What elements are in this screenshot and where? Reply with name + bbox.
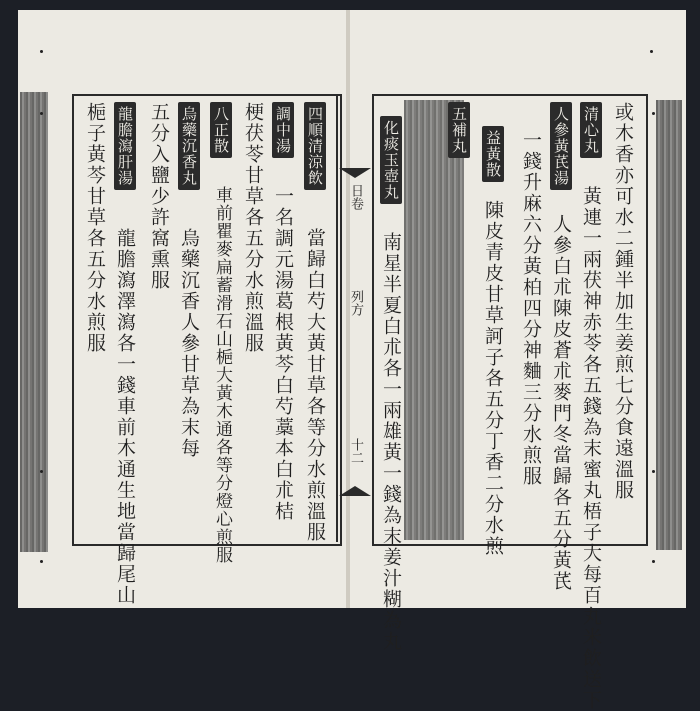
left-col-4: 車前瞿麥扁蓄滑石山梔大黃木通各等分燈心煎服 xyxy=(212,186,232,564)
right-col-5: 陳皮青皮甘草訶子各五分丁香二分水煎 xyxy=(482,200,504,557)
left-col-8: 梔子黃芩甘草各五分水煎服 xyxy=(84,102,106,354)
right-edge-stain xyxy=(656,100,682,550)
right-col-3-heading: 人參黃芪湯 xyxy=(550,102,572,190)
left-col-5-heading: 烏藥沉香丸 xyxy=(178,102,200,190)
right-frame xyxy=(372,94,648,546)
right-col-7-heading: 化痰玉壺丸 xyxy=(380,116,402,204)
left-col-7-heading: 龍膽瀉肝湯 xyxy=(114,102,136,190)
left-col-5: 烏藥沉香人參甘草為末每 xyxy=(178,228,200,459)
center-fishtail-top xyxy=(339,168,371,178)
binding-hole xyxy=(652,560,655,563)
right-col-7: 南星半夏白朮各一兩雄黃一錢為末姜汁糊為丸 xyxy=(380,232,402,652)
binding-hole xyxy=(40,50,43,53)
center-subtitle: 列方 xyxy=(348,290,363,316)
right-col-3: 人參白朮陳皮蒼朮麥門冬當歸各五分黃芪 xyxy=(550,214,572,592)
right-col-5-heading: 益黃散 xyxy=(482,126,504,182)
left-col-7: 龍膽瀉澤瀉各一錢車前木通生地當歸尾山 xyxy=(114,228,136,606)
binding-hole xyxy=(40,560,43,563)
right-col-4: 一錢升麻六分黃柏四分神麯三分水煎服 xyxy=(520,130,542,487)
left-col-1: 當歸白芍大黃甘草各等分水煎溫服 xyxy=(304,228,326,543)
right-col-1: 或木香亦可水二鍾半加生姜煎七分食遠溫服 xyxy=(612,102,634,501)
binding-hole xyxy=(650,50,653,53)
right-col-2-heading: 清心丸 xyxy=(580,102,602,158)
left-col-6: 五分入鹽少許窩熏服 xyxy=(148,102,170,291)
right-col-6-heading: 五補丸 xyxy=(448,102,470,158)
center-rule-right xyxy=(372,96,374,542)
left-col-2-heading: 調中湯 xyxy=(272,102,294,158)
left-col-1-heading: 四順清涼飲 xyxy=(304,102,326,190)
center-fishtail-bottom xyxy=(339,486,371,496)
left-col-2: 一名調元湯葛根黃芩白芍藁本白朮桔 xyxy=(272,186,294,522)
binding-hole xyxy=(40,112,43,115)
binding-hole xyxy=(40,470,43,473)
left-col-3: 梗茯苓甘草各五分水煎溫服 xyxy=(242,102,264,354)
right-col-2: 黃連一兩茯神赤苓各五錢為末蜜丸梧子大每百丸米飲送下 xyxy=(580,186,602,711)
binding-hole xyxy=(652,470,655,473)
center-rule-left xyxy=(336,96,338,542)
center-title: 日卷 xyxy=(348,184,363,210)
left-col-4-heading: 八正散 xyxy=(210,102,232,158)
binding-hole xyxy=(652,112,655,115)
left-edge-stain xyxy=(20,92,48,552)
center-page-number: 十二 xyxy=(348,438,363,464)
